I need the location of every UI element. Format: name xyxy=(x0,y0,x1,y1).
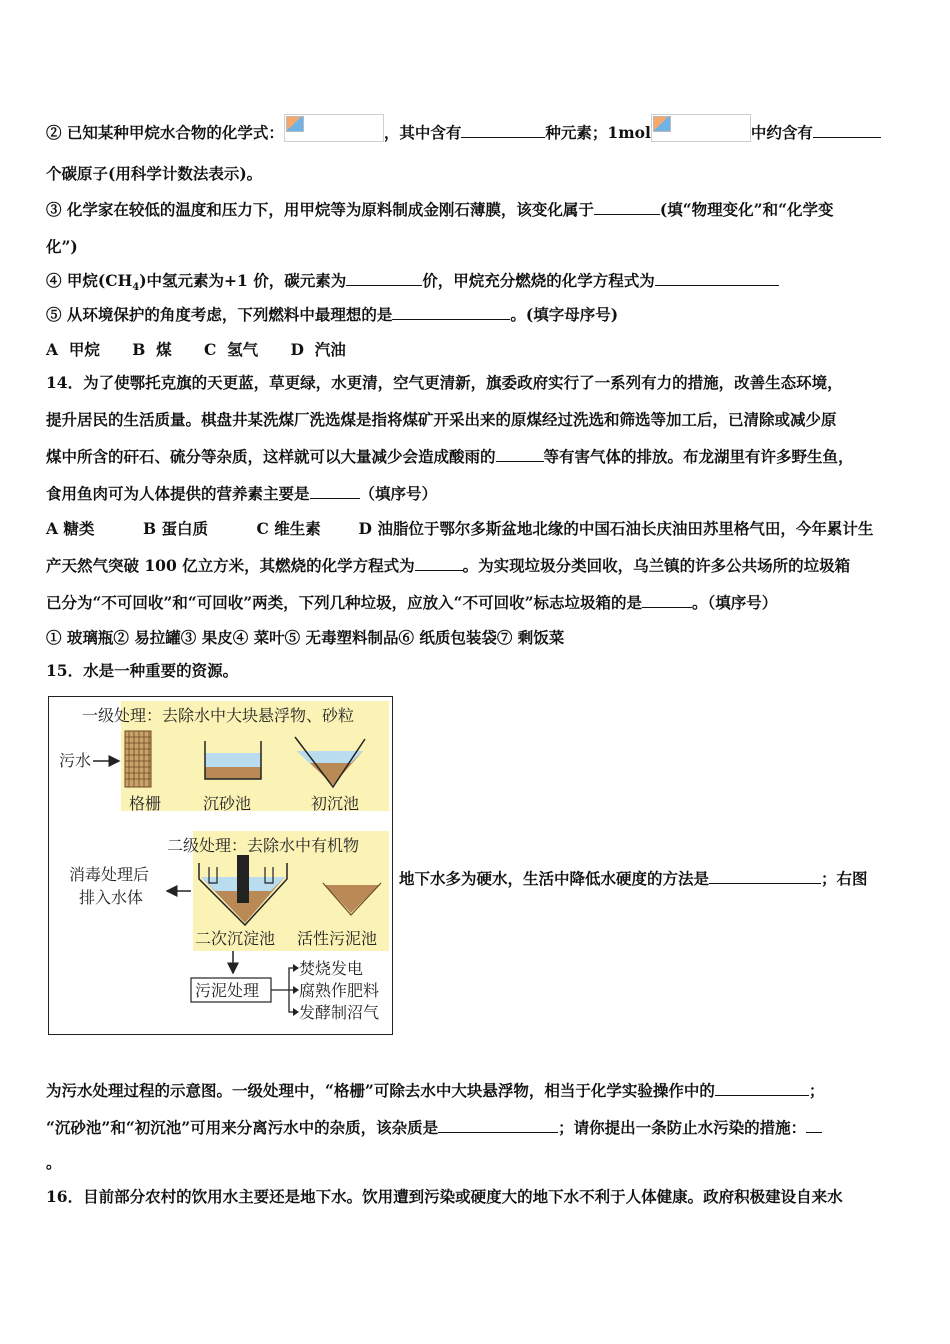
q15-line-2: 为污水处理过程的示意图。一级处理中，“格栅”可除去水中大块悬浮物，相当于化学实验操作中的 ； xyxy=(46,1081,825,1100)
sewage-label: 污水 xyxy=(59,751,92,770)
grille-icon xyxy=(125,731,151,787)
q14-line-8: ① 玻璃瓶② 易拉罐③ 果皮④ 菜叶⑤ 无毒塑料制品⑥ 纸质包装袋⑦ 剩饭菜 xyxy=(46,628,565,647)
q13-item2-cont: 个碳原子(用科学计数法表示)。 xyxy=(46,164,263,183)
answer-blank[interactable] xyxy=(642,593,692,608)
use-label-1: 焚烧发电 xyxy=(299,959,364,978)
q15-line-3: “沉砂池”和“初沉池”可用来分离污水中的杂质，该杂质是 ；请你提出一条防止水污染的措施： xyxy=(46,1118,822,1138)
q14-line-6: 产天然气突破 100 亿立方米，其燃烧的化学方程式为 。为实现垃圾分类回收，乌兰镇的许多公共场所的垃圾箱 xyxy=(46,556,851,575)
answer-blank[interactable] xyxy=(310,484,360,499)
answer-blank[interactable] xyxy=(655,271,779,286)
disinfect-label-2: 排入水体 xyxy=(79,888,144,907)
sewage-treatment-diagram xyxy=(48,696,393,1035)
q15-title: 15．水是一种重要的资源。 xyxy=(46,661,239,680)
answer-blank[interactable] xyxy=(594,200,660,215)
q14-line-1: 14．为了使鄂托克旗的天更蓝，草更绿，水更清，空气更清新，旗委政府实行了一系列有力的措施，改善生态环境， xyxy=(46,373,843,392)
diagram-svg xyxy=(49,697,392,1034)
answer-blank[interactable] xyxy=(496,447,544,462)
q16-line-1: 16．目前部分农村的饮用水主要还是地下水。饮用遭到污染或硬度大的地下水不利于人体健康。政府积极建设自来水 xyxy=(46,1187,843,1206)
answer-blank[interactable] xyxy=(438,1118,558,1133)
q13-item4-line: ④ 甲烷$(CH_4)$中氢元素为+1 价，碳元素为 价，甲烷充分燃烧的化学方程式为 xyxy=(46,271,779,298)
secondary-tank-label: 二次沉淀池 xyxy=(195,929,276,948)
q14-line-4: 食用鱼肉可为人体提供的营养素主要是 （填序号） xyxy=(46,484,438,503)
primary-label: 一级处理：去除水中大块悬浮物、砂粒 xyxy=(82,706,355,725)
answer-blank[interactable] xyxy=(806,1118,822,1133)
grille-label: 格栅 xyxy=(129,794,162,813)
q14-line-2: 提升居民的生活质量。棋盘井某洗煤厂洗选煤是指将煤矿开采出来的原煤经过洗选和筛选等加工后，已清除或减少原 xyxy=(46,410,837,429)
q14-line-5: A 糖类 B 蛋白质 C 维生素 D 油脂位于鄂尔多斯盆地北缘的中国石油长庆油田苏里格气田，今年累计生 xyxy=(46,519,874,538)
answer-blank[interactable] xyxy=(709,869,821,884)
answer-blank[interactable] xyxy=(415,556,463,571)
use-label-3: 发酵制沼气 xyxy=(299,1003,380,1022)
answer-blank[interactable] xyxy=(461,123,545,138)
q13-item2-line: ② 已知某种甲烷水合物的化学式： ，其中含有 种元素；1mol 中约含有 xyxy=(46,114,881,143)
grit-tank-label: 沉砂池 xyxy=(203,794,252,813)
sludge-tank-label: 活性污泥池 xyxy=(297,929,378,948)
primary-tank-label: 初沉池 xyxy=(311,794,360,813)
answer-blank[interactable] xyxy=(813,123,881,138)
formula-image-icon xyxy=(284,114,384,142)
use-label-2: 腐熟作肥料 xyxy=(299,981,380,1000)
q13-item3-cont: 化”) xyxy=(46,237,78,256)
formula-image-icon xyxy=(651,114,751,142)
q13-options: A 甲烷 B 煤 C 氢气 D 汽油 xyxy=(46,340,346,359)
q14-line-7: 已分为“不可回收”和“可回收”两类，下列几种垃圾，应放入“不可回收”标志垃圾箱的是 。（填序号） xyxy=(46,593,778,612)
sludge-treatment-label: 污泥处理 xyxy=(195,981,260,1000)
q15-side-text: 地下水多为硬水，生活中降低水硬度的方法是 ；右图 xyxy=(399,869,868,888)
secondary-label: 二级处理：去除水中有机物 xyxy=(167,836,360,855)
disinfect-label-1: 消毒处理后 xyxy=(69,865,150,884)
answer-blank[interactable] xyxy=(346,271,422,286)
answer-blank[interactable] xyxy=(392,305,510,320)
q13-item3-line: ③ 化学家在较低的温度和压力下，用甲烷等为原料制成金刚石薄膜，该变化属于 (填“物理变化”和“化学变 xyxy=(46,200,834,219)
q14-line-3: 煤中所含的矸石、硫分等杂质，这样就可以大量减少会造成酸雨的 等有害气体的排放。布龙湖里有许多野生鱼， xyxy=(46,447,854,466)
answer-blank[interactable] xyxy=(715,1081,809,1096)
q15-line-4: 。 xyxy=(46,1153,62,1172)
q13-item5-line: ⑤ 从环境保护的角度考虑，下列燃料中最理想的是 。(填字母序号) xyxy=(46,305,619,324)
